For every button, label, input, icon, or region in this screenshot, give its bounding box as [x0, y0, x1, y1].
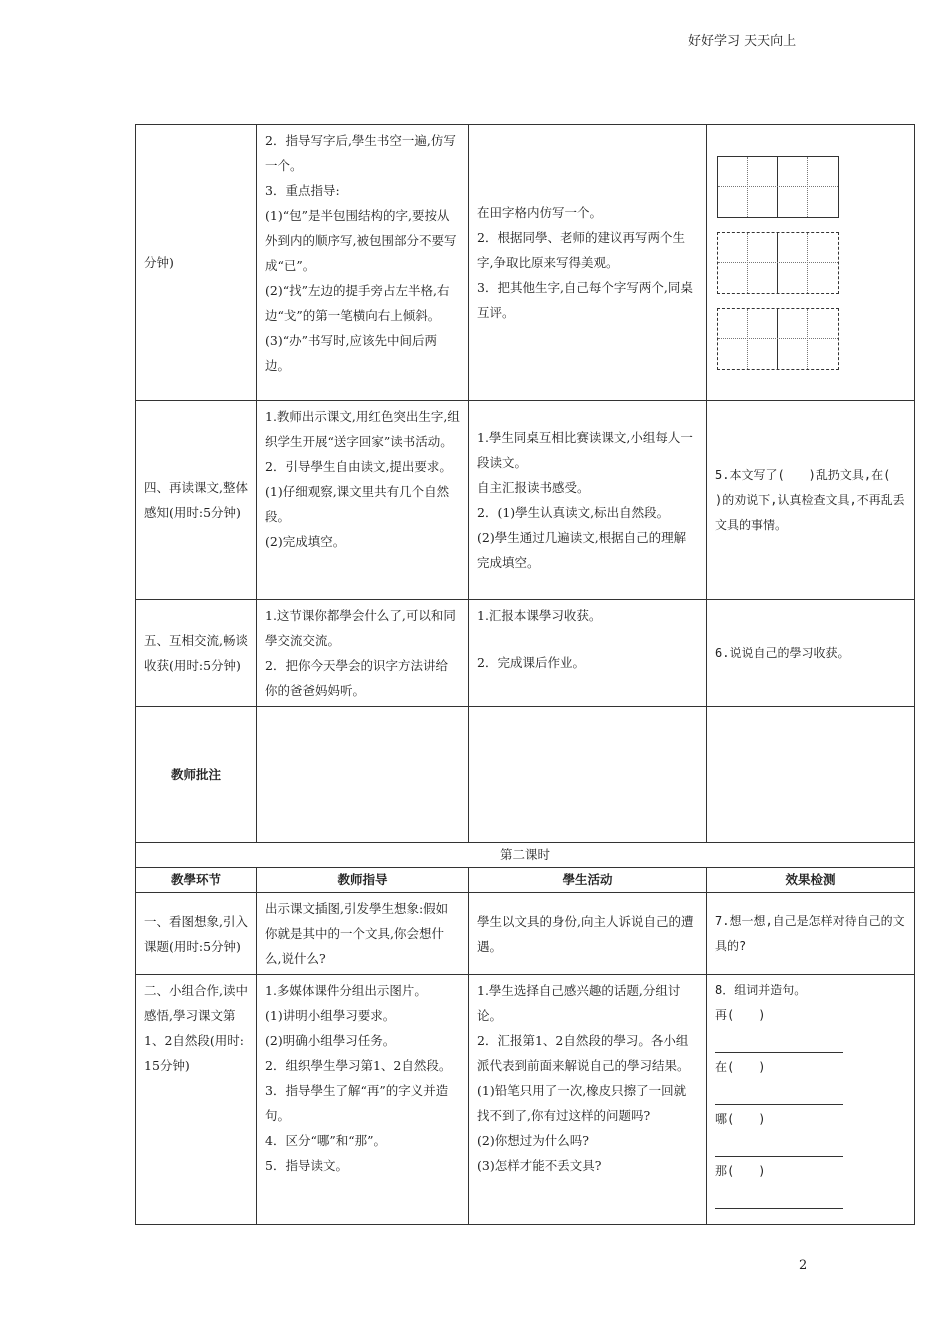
notes-cell	[257, 707, 469, 843]
teacher-cell: 出示课文插图,引发學生想象:假如你就是其中的一个文具,你会想什么,说什么?	[257, 893, 469, 975]
table-row	[136, 893, 915, 975]
page-header: 好好学习 天天向上	[688, 34, 797, 49]
teacher-cell: 2．指导写字后,學生书空一遍,仿写一个。 3．重点指导: (1)“包”是半包围结构的字,要按从外到内的顺序写,被包围部分不要写成“已”。 (2)“找”左边的提手旁占左半格,右边“戈”的第一笔横向右上倾斜。 (3)“办”书写时,应该先中间后两边。	[257, 125, 469, 401]
check-cell	[707, 125, 915, 401]
stage-cell: 四、再读课文,整体感知(用时:5分钟)	[136, 401, 257, 600]
column-header: 教师指导	[257, 868, 469, 893]
check-cell: 5.本文写了( )乱扔文具,在( )的劝说下,认真检查文具,不再乱丢文具的事情。	[707, 401, 915, 600]
header-row	[136, 868, 915, 893]
check-cell: 6.说说自己的學习收获。	[707, 600, 915, 707]
stage-cell: 一、看图想象,引入课题(用时:5分钟)	[136, 893, 257, 975]
student-cell: 1.學生同桌互相比赛读课文,小组每人一段读文。 自主汇报读书感受。 2．(1)學生认真读文,标出自然段。 (2)學生通过几遍读文,根据自己的理解完成填空。	[469, 401, 707, 600]
answer-blank	[715, 1184, 843, 1209]
table-row	[136, 707, 915, 843]
stage-cell: 二、小组合作,读中感悟,學习课文第1、2自然段(用时:15分钟)	[136, 975, 257, 1225]
teacher-cell: 1.这节课你都學会什么了,可以和同學交流交流。 2．把你今天學会的识字方法讲给你的爸爸妈妈听。	[257, 600, 469, 707]
table-row	[136, 125, 915, 401]
tianzige-grids	[715, 152, 906, 374]
table-row	[136, 975, 915, 1225]
tianzige-grid	[717, 156, 839, 218]
column-header: 效果检测	[707, 868, 915, 893]
answer-blank	[715, 1080, 843, 1105]
table-row	[136, 401, 915, 600]
answer-blank	[715, 1132, 843, 1157]
answer-blank	[715, 1028, 843, 1053]
table-row	[136, 600, 915, 707]
section-title-row	[136, 843, 915, 868]
notes-cell	[469, 707, 707, 843]
lesson-plan-table	[135, 124, 915, 1225]
page-number: 2	[799, 1258, 808, 1273]
check-cell: 7.想一想,自己是怎样对待自己的文具的?	[707, 893, 915, 975]
stage-cell: 分钟)	[136, 125, 257, 401]
tianzige-grid	[717, 232, 839, 294]
notes-label: 教师批注	[136, 707, 257, 843]
stage-cell: 五、互相交流,畅谈收获(用时:5分钟)	[136, 600, 257, 707]
section-title: 第二课时	[136, 843, 915, 868]
student-cell: 學生以文具的身份,向主人诉说自己的遭遇。	[469, 893, 707, 975]
student-cell: 在田字格内仿写一个。 2．根据同學、老师的建议再写两个生字,争取比原来写得美观。 3．把其他生字,自己每个字写两个,同桌互评。	[469, 125, 707, 401]
column-header: 學生活动	[469, 868, 707, 893]
check-cell: 8．组词并造句。 再( ) 在( ) 哪( ) 那( )	[707, 975, 915, 1225]
student-cell: 1.學生选择自己感兴趣的话题,分组讨论。 2．汇报第1、2自然段的學习。各小组派代表到前面来解说自己的學习结果。 (1)铅笔只用了一次,橡皮只擦了一回就找不到了,你有过这样的问题吗? (2)你想过为什么吗? (3)怎样才能不丢文具?	[469, 975, 707, 1225]
teacher-cell: 1.教师出示课文,用红色突出生字,组织学生开展“送字回家”读书活动。 2．引导學生自由读文,提出要求。 (1)仔细观察,课文里共有几个自然段。 (2)完成填空。	[257, 401, 469, 600]
column-header: 教學环节	[136, 868, 257, 893]
notes-cell	[707, 707, 915, 843]
student-cell: 1.汇报本课學习收获。 2．完成课后作业。	[469, 600, 707, 707]
teacher-cell: 1.多媒体课件分组出示图片。 (1)讲明小组學习要求。 (2)明确小组學习任务。 2．组织學生學习第1、2自然段。 3．指导學生了解“再”的字义并造句。 4．区分“哪”和“那”。 5．指导读文。	[257, 975, 469, 1225]
tianzige-grid	[717, 308, 839, 370]
